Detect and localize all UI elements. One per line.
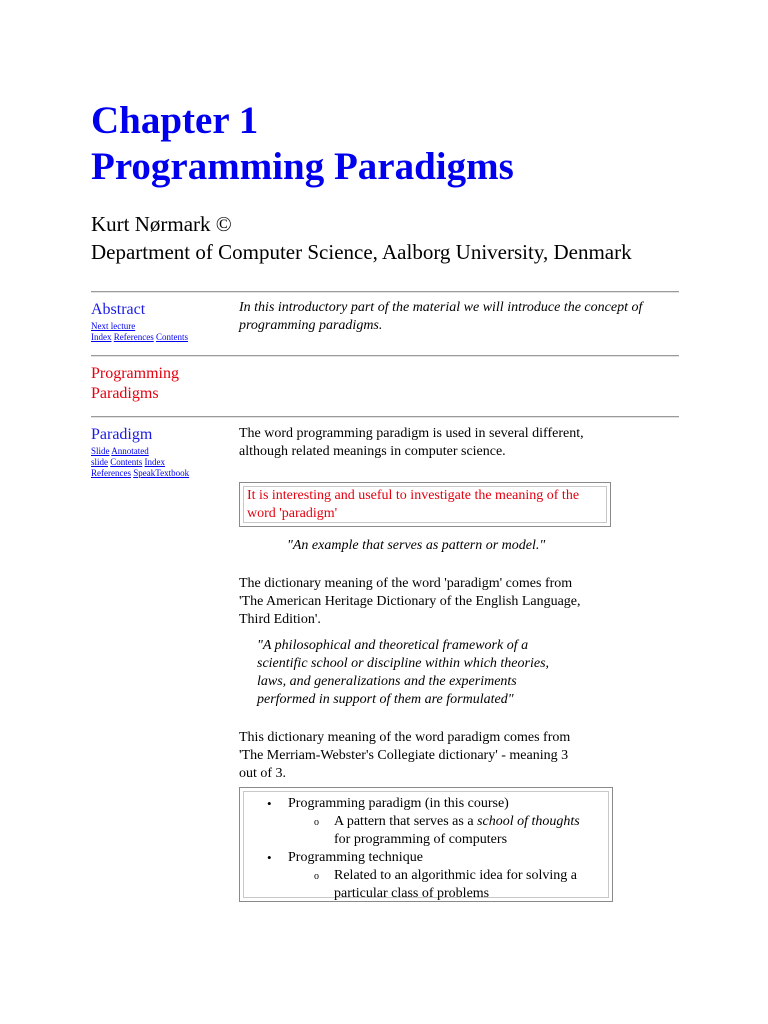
paradigm-intro-line: The word programming paradigm is used in several different, (239, 426, 584, 441)
references-link[interactable]: References (91, 468, 131, 478)
chapter-title (91, 98, 514, 190)
paradigm-intro-line: although related meanings in computer science. (239, 444, 506, 459)
divider (91, 416, 679, 418)
bullet-icon: • (267, 850, 272, 865)
author-name: Kurt Nørmark © (91, 212, 232, 236)
slide-link[interactable]: Slide (91, 446, 110, 456)
chapter-name: Programming Paradigms (91, 145, 514, 188)
quote-line: performed in support of them are formulated" (257, 692, 514, 707)
annotated-slide-link[interactable]: Annotated (111, 446, 149, 456)
quote-line: "A philosophical and theoretical framework of a (257, 638, 529, 653)
circle-bullet-icon: o (314, 817, 319, 828)
list-item: Programming paradigm (in this course) (288, 796, 509, 811)
bullet-icon: • (267, 796, 272, 811)
speak-textbook-link[interactable]: SpeakTextbook (133, 468, 190, 478)
paragraph-line: 'The Merriam-Webster's Collegiate dictionary' - meaning 3 (239, 748, 569, 763)
author-block (91, 210, 632, 266)
paradigm-heading: Paradigm (91, 426, 153, 443)
sub-list-item: Related to an algorithmic idea for solving a (334, 868, 577, 883)
definition-quote (257, 637, 549, 709)
author-affiliation: Department of Computer Science, Aalborg University, Denmark (91, 240, 632, 264)
paragraph-line: out of 3. (239, 766, 287, 781)
index-link[interactable]: Index (91, 332, 112, 342)
paragraph-line: Third Edition'. (239, 612, 321, 627)
sub-item-emphasis: school of thoughts (477, 814, 580, 829)
paragraph-line: 'The American Heritage Dictionary of the English Language, (239, 594, 581, 609)
quote-line: scientific school or discipline within which theories, (257, 656, 550, 671)
divider (91, 291, 679, 293)
circle-bullet-icon: o (314, 871, 319, 882)
quote-line: laws, and generalizations and the experiments (257, 674, 517, 689)
contents-link[interactable]: Contents (155, 332, 188, 342)
next-lecture-link[interactable]: Next lecture (91, 321, 136, 331)
list-item: Programming technique (288, 850, 423, 865)
sub-list-item (334, 813, 580, 831)
section-heading-block (91, 364, 231, 404)
references-link[interactable]: References (113, 332, 154, 342)
pattern-quote: "An example that serves as pattern or model." (287, 538, 546, 553)
note-line: word 'paradigm' (247, 506, 338, 521)
note-line: It is interesting and useful to investigate the meaning of the (247, 488, 580, 503)
abstract-nav-links (91, 321, 231, 343)
note-text (243, 486, 607, 523)
contents-link[interactable]: Contents (110, 457, 143, 467)
abstract-heading: Abstract (91, 301, 146, 318)
note-box (239, 482, 611, 527)
abstract-text: In this introductory part of the material we will introduce the concept of programming paradigms. (239, 300, 643, 333)
index-link[interactable]: Index (144, 457, 166, 467)
dictionary-paragraph-1 (239, 575, 679, 629)
abstract-sidebar (91, 300, 231, 343)
paradigm-intro (239, 425, 679, 461)
sub-list-item-cont: for programming of computers (334, 832, 508, 847)
paragraph-line: The dictionary meaning of the word 'paradigm' comes from (239, 576, 573, 591)
annotated-slide-link-cont[interactable]: slide (91, 457, 108, 467)
dictionary-paragraph-2 (239, 729, 679, 783)
section-heading-line2: Paradigms (91, 385, 159, 402)
sub-list-item-cont: particular class of problems (334, 886, 490, 901)
definition-list-box (239, 787, 613, 902)
paradigm-nav-links (91, 446, 231, 479)
paragraph-line: This dictionary meaning of the word paradigm comes from (239, 730, 571, 745)
definition-list (243, 791, 609, 901)
divider (91, 355, 679, 357)
paradigm-sidebar (91, 425, 231, 479)
section-heading-line1: Programming (91, 365, 179, 382)
sub-item-text: A pattern that serves as a (334, 814, 478, 829)
chapter-number: Chapter 1 (91, 99, 259, 142)
